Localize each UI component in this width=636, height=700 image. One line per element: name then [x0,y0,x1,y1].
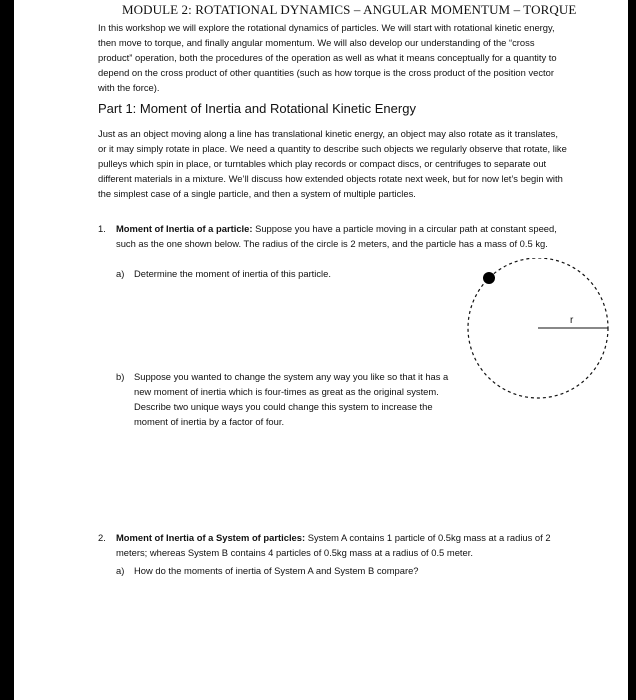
question-2a-text: How do the moments of inertia of System A and System B compare? [134,565,419,576]
question-2-number: 2. [98,532,106,543]
question-1-number: 1. [98,223,106,234]
question-1a-text: Determine the moment of inertia of this particle. [134,268,331,279]
question-2-text: System A contains 1 particle of 0.5kg mass at a radius of 2 meters; whereas System B contains 4 particles of 0.5kg mass at a radius of 0.5 meter. [116,532,551,558]
question-2-body [116,530,571,560]
question-1a-label: a) [116,268,125,279]
particle-dot [483,272,495,284]
document-page [14,0,628,700]
page-title: MODULE 2: ROTATIONAL DYNAMICS – ANGULAR MOMENTUM – TORQUE [122,2,577,17]
question-2-title: Moment of Inertia of a System of particles: [116,532,306,543]
radius-label: r [570,315,574,326]
question-1-body [116,221,571,251]
circular-path-figure [454,258,614,408]
question-1-title: Moment of Inertia of a particle: [116,223,253,234]
question-1-text: Suppose you have a particle moving in a circular path at constant speed, such as the one shown below. The radius of the circle is 2 meters, and the particle has a mass of 0.5 kg. [116,223,557,249]
question-1b-text: Suppose you wanted to change the system any way you like so that it has a new moment of inertia which is four-times as great as the original system. Describe two unique ways you could change this system to increase the moment of inertia by a factor of four. [134,371,449,427]
part1-heading: Part 1: Moment of Inertia and Rotational Kinetic Energy [98,101,416,116]
question-1b-label: b) [116,371,125,382]
question-2a-label: a) [116,565,125,576]
intro-paragraph: In this workshop we will explore the rotational dynamics of particles. We will start with rotational kinetic energy, then move to torque, and finally angular momentum. We will also develop our understanding of the “cross product” operation, both the procedures of the operation as well as what it means conceptually for a quantity to depend on the cross product of other quantities (such as how torque is the cross product of the position vector with the force). [98,22,557,93]
part1-paragraph: Just as an object moving along a line has translational kinetic energy, an object may also rotate as it translates, or it may simply rotate in place. We need a quantity to describe such objects we regularly observe that rotate, like pulleys which spin in place, or turntables which play records or compact discs, or centrifuges to separate out different materials in a mixture. We’ll discuss how extended objects rotate next week, but for now let’s begin with the simplest case of a single particle, and then a system of multiple particles. [98,128,567,199]
